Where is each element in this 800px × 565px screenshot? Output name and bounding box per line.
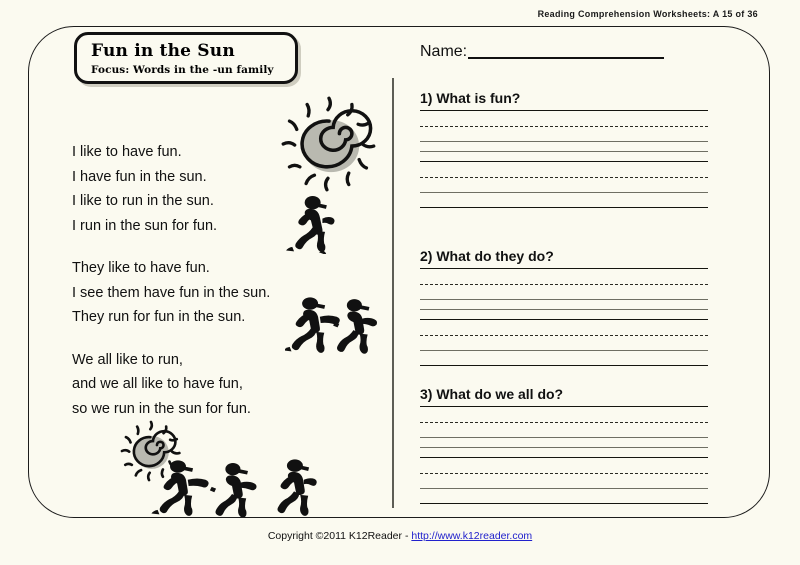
- title-box: [74, 32, 298, 84]
- running-figures-icon: [150, 455, 330, 517]
- passage-stanza: [72, 348, 322, 422]
- passage-line: I see them have fun in the sun.: [72, 284, 271, 301]
- passage-line: We all like to run,: [72, 351, 183, 368]
- passage-line: I have fun in the sun.: [72, 168, 207, 185]
- question-text-1: 1) What is fun?: [420, 90, 521, 106]
- name-row: [420, 42, 664, 61]
- passage-line: and we all like to have fun,: [72, 376, 243, 392]
- name-input[interactable]: [468, 42, 664, 59]
- answer-rule-solid: [420, 207, 708, 208]
- website-link[interactable]: http://www.k12reader.com: [411, 530, 533, 542]
- worksheet-focus: Focus: Words in the -un family: [91, 63, 274, 76]
- passage-line: so we run in the sun for fun.: [72, 400, 251, 417]
- name-label: Name:: [420, 43, 468, 60]
- worksheet-title: Fun in the Sun: [91, 41, 235, 61]
- passage-line: I like to have fun.: [72, 144, 182, 160]
- question-block-2: [420, 248, 708, 366]
- answer-rule-solid: [420, 503, 708, 504]
- answer-rule-solid: [420, 365, 708, 366]
- answer-lines-3[interactable]: [420, 406, 708, 504]
- question-text-2: 2) What do they do?: [420, 248, 554, 264]
- column-divider: [392, 78, 394, 508]
- passage-line: They like to have fun.: [72, 260, 210, 276]
- running-figure-icon: [283, 192, 337, 254]
- copyright-text: Copyright ©2011 K12Reader -: [267, 530, 412, 542]
- answer-lines-1[interactable]: [420, 110, 708, 208]
- passage-line: They run for fun in the sun.: [72, 309, 246, 325]
- passage-line: I run in the sun for fun.: [72, 217, 218, 234]
- question-block-3: [420, 386, 708, 504]
- worksheet-series-label: Reading Comprehension Worksheets: A 15 of 36: [537, 9, 758, 19]
- footer: [0, 530, 800, 542]
- passage-line: I like to run in the sun.: [72, 193, 214, 209]
- question-text-3: 3) What do we all do?: [420, 386, 564, 402]
- question-block-1: [420, 90, 708, 208]
- running-figures-icon: [285, 292, 383, 354]
- spiral-sun-icon: [277, 92, 381, 196]
- answer-lines-2[interactable]: [420, 268, 708, 366]
